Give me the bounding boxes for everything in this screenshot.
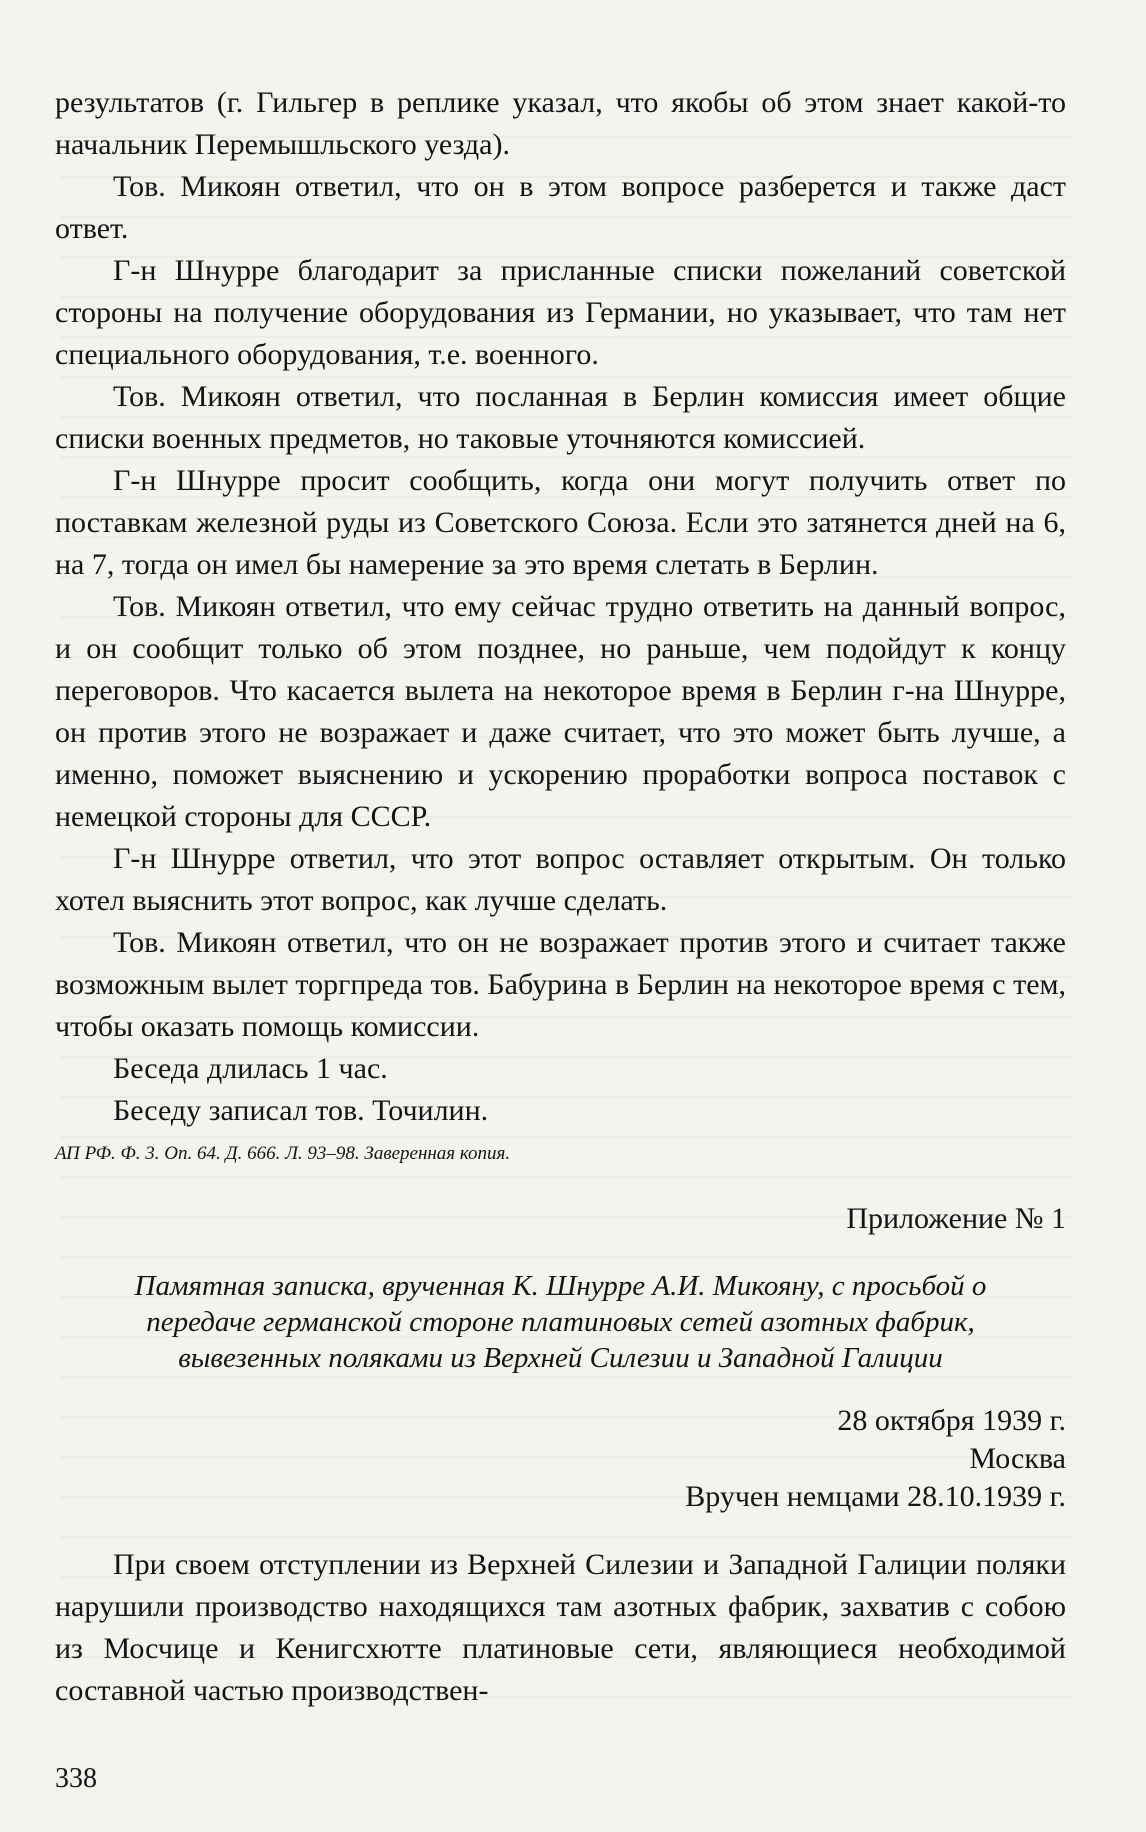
page-number: 338: [55, 1763, 97, 1794]
delivered-line: Вручен немцами 28.10.1939 г.: [685, 1480, 1066, 1513]
paragraph: Тов. Микоян ответил, что посланная в Берлин комиссия имеет общие списки военных предметов, но таковые уточняются комиссией.: [55, 380, 1066, 455]
paragraph: Г-н Шнурре ответил, что этот вопрос оставляет открытым. Он только хотел выяснить этот вопрос, как лучше сделать.: [55, 842, 1066, 917]
body-text-bottom: [55, 1544, 1066, 1712]
paragraph: Тов. Микоян ответил, что он не возражает против этого и считает также возможным вылет торгпреда тов. Бабурина в Берлин на некоторое время с тем, чтобы оказать помощь комиссии.: [55, 926, 1066, 1043]
date-line: 28 октября 1939 г.: [837, 1404, 1066, 1437]
place-line: Москва: [969, 1442, 1066, 1475]
paragraph: Г-н Шнурре благодарит за присланные списки пожеланий советской стороны на получение оборудования из Германии, но указывает, что там нет специального оборудования, т.е. военного.: [55, 254, 1066, 371]
appendix-label: Приложение № 1: [846, 1202, 1066, 1235]
paragraph: Тов. Микоян ответил, что он в этом вопросе разберется и также даст ответ.: [55, 170, 1066, 245]
paragraph: Беседа длилась 1 час.: [113, 1052, 388, 1085]
paragraph-continuation: результатов (г. Гильгер в реплике указал, что якобы об этом знает какой-то начальник Перемышльского уезда).: [55, 86, 1066, 161]
dateline-block: [55, 1402, 1066, 1516]
appendix-title: Памятная записка, врученная К. Шнурре А.И. Микояну, с просьбой о передаче германской стороне платиновых сетей азотных фабрик, вывезенных поляками из Верхней Силезии и Западной Галиции: [134, 1270, 987, 1374]
paragraph: Тов. Микоян ответил, что ему сейчас трудно ответить на данный вопрос, и он сообщит только об этом позднее, но раньше, чем подойдут к концу переговоров. Что касается вылета на некоторое время в Берлин г-на Шнурре, он против этого не возражает и даже считает, что это может быть лучше, а именно, поможет выяснению и ускорению проработки вопроса поставок с немецкой стороны для СССР.: [55, 590, 1066, 833]
body-text-top: [55, 82, 1066, 1132]
paragraph: Г-н Шнурре просит сообщить, когда они могут получить ответ по поставкам железной руды из Советского Союза. Если это затянется дней на 6, на 7, тогда он имел бы намерение за это время слетать в Берлин.: [55, 464, 1066, 581]
paragraph: При своем отступлении из Верхней Силезии и Западной Галиции поляки нарушили производство находящихся там азотных фабрик, захватив с собою из Мосчице и Кенигсхютте платиновые сети, являющиеся необходимой составной частью производствен-: [55, 1548, 1066, 1707]
paragraph: Беседу записал тов. Точилин.: [113, 1094, 489, 1127]
archive-source-note: АП РФ. Ф. 3. Оп. 64. Д. 666. Л. 93–98. Заверенная копия.: [55, 1143, 511, 1164]
